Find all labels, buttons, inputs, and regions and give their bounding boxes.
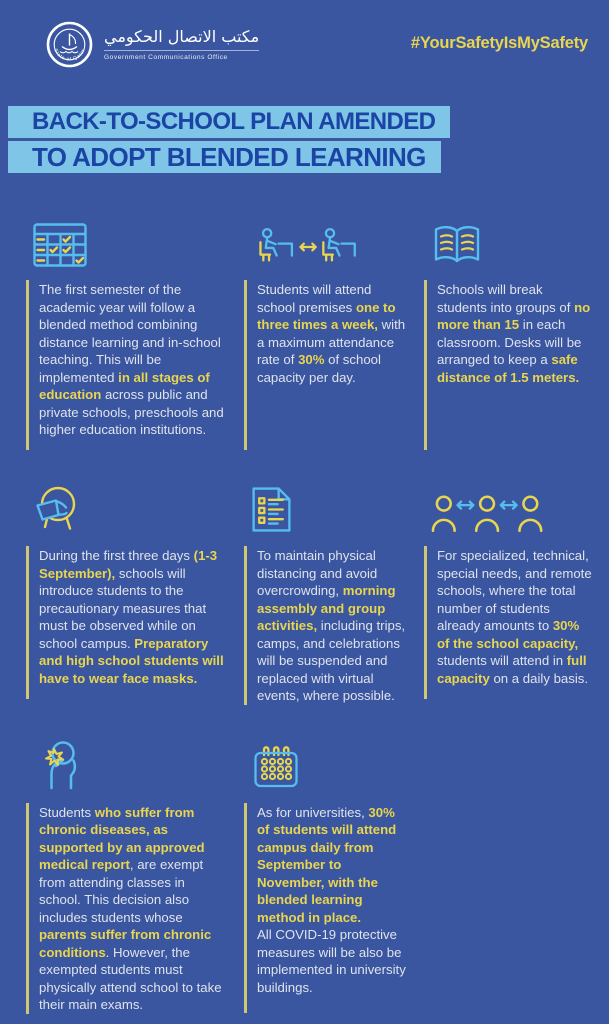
card-text: For specialized, technical, special needs, and remote schools, where the total number of students already amounts to 30% of the school capacity, students will attend in full capacity on a daily basis. [424, 546, 601, 699]
card-text: During the first three days (1-3 September), schools will introduce students to the precautionary measures that must be observed while on school campus. Preparatory and high school students will have to wear face masks. [26, 546, 244, 699]
gco-logo [46, 21, 259, 68]
card-text: The first semester of the academic year will follow a blended method combining distance learning and in-school teaching. This will be implemented in all stages of education across public and private schools, preschools and higher education institutions. [26, 280, 244, 450]
card-first-days-masks [26, 479, 244, 705]
empty-grid-cell [424, 736, 601, 1014]
logo-arabic-title: مكتب الاتصال الحكومي [104, 27, 260, 47]
card-attendance [244, 213, 424, 450]
card-assembly-activities [244, 479, 424, 705]
card-specialized-schools [424, 479, 601, 705]
safety-hashtag: #YourSafetyIsMySafety [410, 34, 588, 52]
timetable-icon [26, 213, 244, 267]
calendar-icon [244, 736, 424, 790]
info-row-2 [0, 479, 609, 705]
seal-text: State of Qatar [52, 48, 87, 63]
logo-text [104, 28, 259, 60]
chronic-illness-icon [26, 736, 244, 790]
card-chronic-exemption [26, 736, 244, 1014]
card-text: Schools will break students into groups of no more than 15 in each classroom. Desks will be arranged to keep a safe distance of 1.5 meters. [424, 280, 601, 450]
card-text: To maintain physical distancing and avoid overcrowding, morning assembly and group activities, including trips, camps, and celebrations will be suspended and replaced with virtual events, where possible. [244, 546, 424, 705]
open-book-icon [424, 213, 601, 267]
logo-english-title: Government Communications Office [104, 50, 259, 61]
title-line-1: BACK-TO-SCHOOL PLAN AMENDED [8, 106, 450, 138]
info-row-3 [0, 736, 609, 1014]
people-distance-icon [424, 479, 601, 533]
header [0, 0, 609, 68]
card-group-size [424, 213, 601, 450]
page-title [0, 106, 609, 173]
title-line-2: TO ADOPT BLENDED LEARNING [8, 141, 441, 173]
face-mask-icon [26, 479, 244, 533]
card-text: Students will attend school premises one to three times a week, with a maximum attendance rate of 30% of school capacity per day. [244, 280, 424, 450]
info-row-1 [0, 213, 609, 450]
card-text: As for universities, 30% of students will attend campus daily from September to November, with the blended learning method in place. All COVID-19 protective measures will be also be implemented in university buildings. [244, 803, 424, 1013]
checklist-icon [244, 479, 424, 533]
state-of-qatar-seal-icon [46, 21, 93, 68]
card-blended-method [26, 213, 244, 450]
students-desks-distance-icon [244, 213, 424, 267]
card-text: Students who suffer from chronic diseases, as supported by an approved medical report, are exempt from attending classes in school. This decision also includes students whose parents suffer from chronic conditions. However, the exempted students must physically attend school to take their main exams. [26, 803, 244, 1014]
card-universities [244, 736, 424, 1014]
